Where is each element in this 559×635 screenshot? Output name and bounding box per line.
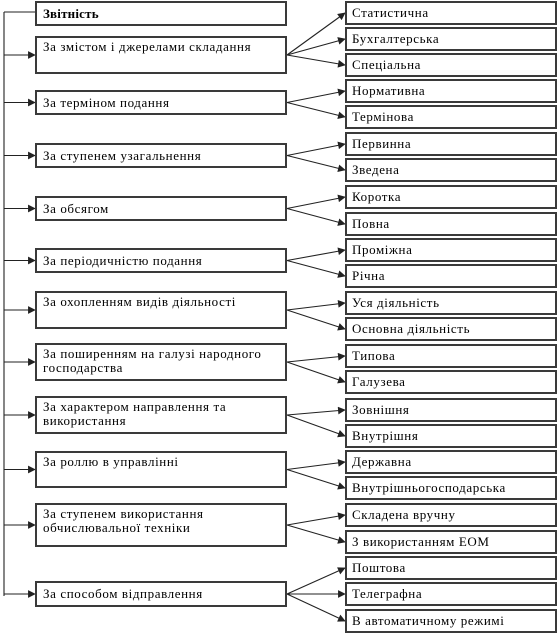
category-node <box>35 248 287 273</box>
category-to-type-arrow <box>287 362 345 382</box>
type-label: Державна <box>352 454 412 469</box>
type-label: Уся діяльність <box>352 295 440 310</box>
type-label: Коротка <box>352 189 402 204</box>
category-to-type-arrow <box>287 303 345 310</box>
type-node <box>345 450 557 474</box>
type-node <box>345 370 557 394</box>
type-label: Складена вручну <box>352 507 456 522</box>
type-node <box>345 503 557 527</box>
category-node <box>35 36 287 74</box>
category-to-type-arrow <box>287 144 345 156</box>
category-label: За характером направлення та використання <box>43 399 227 428</box>
category-to-type-arrow <box>287 156 345 171</box>
type-node <box>345 238 557 262</box>
category-node <box>35 291 287 329</box>
category-node <box>35 451 287 488</box>
category-label: За охопленням видів діяльності <box>43 294 236 309</box>
type-label: Основна діяльність <box>352 321 471 336</box>
category-to-type-arrow <box>287 415 345 436</box>
category-label: За терміном подання <box>43 94 170 110</box>
type-node <box>345 158 557 182</box>
type-node <box>345 609 557 633</box>
category-label: За ступенем використання обчислювальної техніки <box>43 506 204 535</box>
type-label: Внутрішньогосподарська <box>352 480 506 495</box>
type-node <box>345 582 557 606</box>
category-label: За поширенням на галузі народного господарства <box>43 346 262 375</box>
type-node <box>345 344 557 368</box>
type-label: Внутрішня <box>352 428 419 443</box>
type-label: Проміжна <box>352 242 413 257</box>
category-label: За змістом і джерелами складання <box>43 39 252 54</box>
category-to-type-arrow <box>287 462 345 470</box>
category-to-type-arrow <box>287 103 345 118</box>
category-to-type-arrow <box>287 594 345 621</box>
type-node <box>345 291 557 315</box>
category-label: За обсягом <box>43 200 109 216</box>
type-label: В автоматичному режимі <box>352 613 505 628</box>
type-label: Бухгалтерська <box>352 31 440 46</box>
type-label: Повна <box>352 216 390 231</box>
category-to-type-arrow <box>287 525 345 542</box>
category-to-type-arrow <box>287 261 345 277</box>
type-node <box>345 27 557 51</box>
category-to-type-arrow <box>287 470 345 489</box>
category-node <box>35 343 287 381</box>
type-node <box>345 185 557 209</box>
type-node <box>345 556 557 580</box>
root-label: Звітність <box>43 6 99 21</box>
category-to-type-arrow <box>287 55 345 65</box>
category-to-type-arrow <box>287 250 345 261</box>
category-to-type-arrow <box>287 568 345 594</box>
category-to-type-arrow <box>287 515 345 525</box>
type-label: Первинна <box>352 136 412 151</box>
type-label: Зовнішня <box>352 402 410 417</box>
type-label: Нормативна <box>352 83 426 98</box>
type-node <box>345 105 557 129</box>
type-node <box>345 398 557 422</box>
category-to-type-arrow <box>287 356 345 362</box>
type-node <box>345 1 557 25</box>
category-to-type-arrow <box>287 91 345 103</box>
category-node <box>35 503 287 547</box>
type-label: Зведена <box>352 162 400 177</box>
category-to-type-arrow <box>287 410 345 415</box>
category-to-type-arrow <box>287 39 345 55</box>
type-label: Річна <box>352 268 386 283</box>
category-node <box>35 396 287 434</box>
category-node <box>35 196 287 221</box>
category-node <box>35 581 287 607</box>
type-node <box>345 317 557 341</box>
type-label: Термінова <box>352 109 414 124</box>
type-label: Поштова <box>352 560 406 575</box>
root-node <box>35 1 287 26</box>
type-label: Галузева <box>352 374 406 389</box>
type-node <box>345 53 557 77</box>
type-label: Типова <box>352 348 396 363</box>
type-node <box>345 476 557 500</box>
type-node <box>345 424 557 448</box>
category-to-type-arrow <box>287 13 345 55</box>
category-to-type-arrow <box>287 310 345 329</box>
category-label: За ступенем узагальнення <box>43 147 202 163</box>
type-node <box>345 132 557 156</box>
category-to-type-arrow <box>287 197 345 209</box>
type-node <box>345 264 557 288</box>
type-node <box>345 212 557 236</box>
category-label: За способом відправлення <box>43 586 203 601</box>
category-label: За роллю в управлінні <box>43 454 179 469</box>
type-label: Телеграфна <box>352 586 423 601</box>
category-node <box>35 143 287 168</box>
type-node <box>345 530 557 554</box>
category-node <box>35 90 287 115</box>
type-label: Статистична <box>352 5 429 20</box>
type-label: З використанням ЕОМ <box>352 534 490 549</box>
type-label: Спеціальна <box>352 57 421 72</box>
category-label: За періодичністю подання <box>43 252 203 268</box>
type-node <box>345 79 557 103</box>
category-to-type-arrow <box>287 209 345 225</box>
